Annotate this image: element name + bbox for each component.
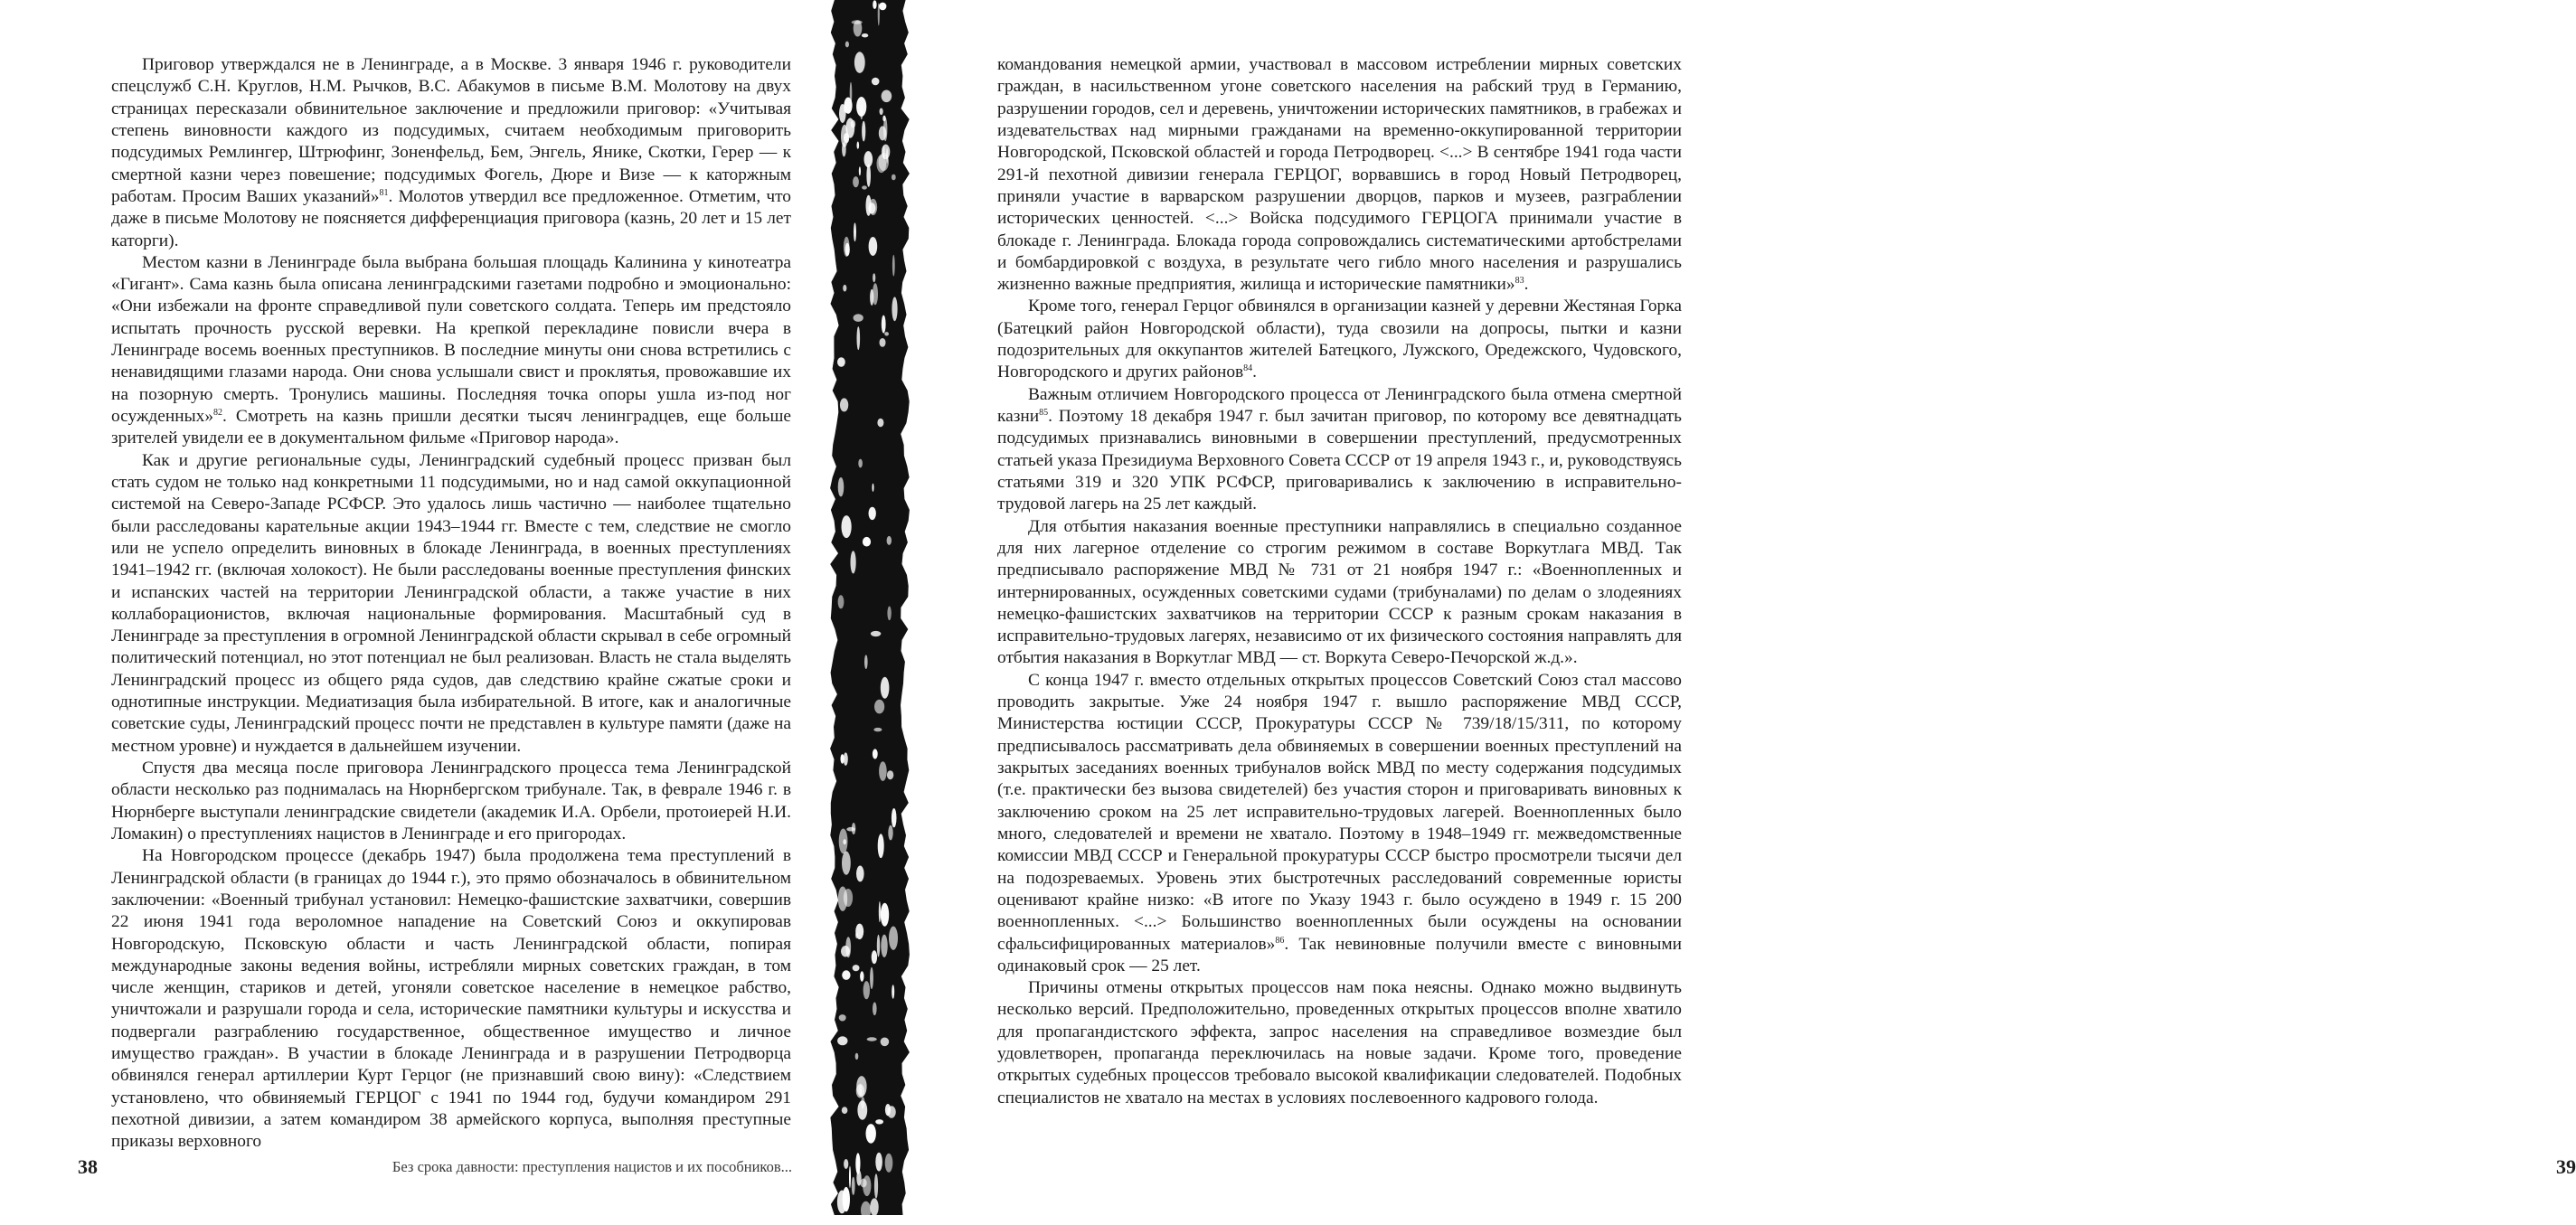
band-scratch bbox=[837, 1036, 847, 1045]
band-scratch bbox=[854, 314, 863, 322]
band-scratch bbox=[861, 1201, 871, 1220]
band-scratch bbox=[892, 174, 896, 181]
band-scratch bbox=[881, 935, 887, 957]
paragraph-r2 bbox=[997, 296, 1682, 383]
band-scratch bbox=[875, 1153, 882, 1172]
band-scratch bbox=[863, 981, 870, 999]
band-scratch bbox=[867, 1037, 877, 1041]
paragraph-text: Причины отмены открытых процессов нам пока неясны. Однако можно выдвинуть несколько версий. Предположительно, проведенных открытых процессов вполне хватило для пропагандистского эффекта, запрос населения на справедливое возмездие был удовлетворен, пропаганда переключилась на новые задачи. Кроме того, проведение открытых судебных процессов требовало высокой квалификации следователей. Подобных специалистов не хватало на местах в условиях послевоенного кадрового голода. bbox=[997, 978, 1682, 1107]
band-scratch bbox=[881, 903, 889, 927]
band-scratch bbox=[837, 357, 845, 367]
band-scratch bbox=[880, 108, 883, 116]
band-scratch bbox=[839, 1014, 846, 1021]
band-scratch bbox=[857, 326, 861, 350]
band-scratch bbox=[866, 1124, 876, 1144]
band-scratch bbox=[873, 728, 882, 731]
band-scratch bbox=[857, 142, 860, 149]
paragraph-text: . Молотов утвердил все предложенное. Отметим, что даже в письме Молотову не поясняется дифференциация приговора (казнь, 20 лет и 15 лет каторги). bbox=[111, 186, 791, 250]
footnote-ref: 81 bbox=[379, 187, 389, 198]
band-scratch bbox=[889, 927, 898, 950]
band-scratch bbox=[880, 338, 886, 347]
band-scratch bbox=[874, 700, 884, 714]
band-scratch bbox=[852, 1177, 855, 1195]
paragraph-text: . Поэтому 18 декабря 1947 г. был зачитан приговор, по которому все девятнадцать подсудимых признавались виновными в совершении преступлений, предусмотренных статьей указа Президиума Верховного Совета СССР от 19 апреля 1943 г., и, руководствуясь статьями 319 и 320 УПК РСФСР, приговаривались к заключению в исправительно-трудовой лагерь на 25 лет каждый. bbox=[997, 407, 1682, 514]
band-scratch bbox=[842, 852, 851, 875]
band-scratch bbox=[881, 677, 890, 699]
band-scratch bbox=[838, 595, 845, 608]
paragraph-l4 bbox=[111, 758, 791, 845]
footnote-ref: 83 bbox=[1514, 276, 1524, 287]
band-scratch bbox=[871, 631, 881, 636]
band-scratch bbox=[877, 419, 883, 428]
paragraph-text: . bbox=[1252, 363, 1258, 382]
paragraph-text: . Так невиновные получили вместе с виновными одинаковый срок — 25 лет. bbox=[997, 934, 1682, 975]
band-scratch bbox=[842, 1107, 848, 1114]
band-scratch bbox=[874, 1173, 878, 1199]
band-scratch bbox=[841, 754, 845, 764]
band-scratch bbox=[879, 153, 889, 171]
band-scratch bbox=[845, 42, 849, 48]
paragraph-l2 bbox=[111, 252, 791, 450]
band-scratch bbox=[875, 1119, 883, 1124]
paragraph-l5 bbox=[111, 845, 791, 1153]
band-scratch bbox=[862, 33, 868, 37]
band-scratch bbox=[873, 1003, 877, 1016]
band-scratch bbox=[860, 971, 863, 981]
band-scratch bbox=[855, 932, 858, 938]
footnote-ref: 86 bbox=[1275, 935, 1285, 946]
band-scratch bbox=[892, 255, 895, 277]
band-scratch bbox=[863, 537, 871, 547]
band-scratch bbox=[873, 283, 878, 305]
band-scratch bbox=[849, 1166, 851, 1188]
band-scratch bbox=[866, 165, 871, 187]
band-scratch bbox=[842, 515, 852, 538]
band-scratch bbox=[887, 607, 891, 621]
running-title: Без срока давности: преступления нацистов и их пособников... bbox=[392, 1158, 792, 1175]
band-scratch bbox=[878, 834, 884, 858]
page-number-right: 39 bbox=[2556, 1155, 2576, 1178]
paragraph-r5 bbox=[997, 670, 1682, 977]
paragraph-r3 bbox=[997, 384, 1682, 516]
footnote-ref: 84 bbox=[1243, 363, 1253, 374]
band-scratch bbox=[838, 477, 845, 496]
band-scratch bbox=[873, 0, 876, 9]
band-scratch bbox=[854, 52, 865, 73]
decorative-grunge-band bbox=[814, 0, 922, 1225]
band-scratch bbox=[853, 965, 860, 971]
band-scratch bbox=[892, 808, 897, 827]
band-scratch bbox=[845, 243, 850, 256]
band-scratch bbox=[856, 866, 864, 882]
paragraph-text: . Смотреть на казнь пришли десятки тысяч ленинградцев, еще больше зрителей увидели ее в документальном фильме «Приговор народа». bbox=[111, 407, 791, 448]
band-scratch bbox=[858, 459, 863, 468]
band-scratch bbox=[857, 1100, 867, 1119]
band-scratch bbox=[843, 839, 846, 844]
paragraph-text: Как и другие региональные суды, Ленинградский судебный процесс призван был стать судом не только над конкретными 11 подсудимыми, но и над самой оккупационной системой на Северо-Западе РСФСР. Это удалось лишь частично — наиболее тщательно были расследованы карательные акции 1943–1944 гг. Вместе с тем, следствие не смогло или не успело определить виновных в блокаде Ленинграда, в военных преступлениях 1941–1942 гг. (включая холокост). Не были расследованы военные преступления финских и испанских частей на территории Ленинградской области, а также участие в них коллаборационистов, включая национальные формирования. Масштабный суд в Ленинграде за преступления в огромной Ленинградской области скрывал в себе огромный политический потенциал, но этот потенциал не был реализован. Власть не стала выделять Ленинградский процесс из общего ряда судов, дав следствию крайне сжатые сроки и однотипные инструкции. Медиатизация была избирательной. В итоге, как и аналогичные советские суды, Ленинградский процесс почти не представлен в культуре памяти (даже на местном уровне) и нуждается в дальнейшем изучении. bbox=[111, 450, 791, 756]
band-scratch bbox=[884, 332, 889, 335]
page-number-left: 38 bbox=[78, 1155, 98, 1178]
band-scratch bbox=[855, 1053, 859, 1060]
band-scratch bbox=[879, 3, 886, 11]
band-scratch bbox=[838, 887, 847, 911]
band-scratch bbox=[888, 825, 892, 841]
band-scratch bbox=[870, 1198, 878, 1216]
band-scratch bbox=[854, 222, 856, 241]
band-scratch bbox=[872, 950, 877, 964]
paragraph-text: . bbox=[1524, 275, 1529, 295]
paragraph-text: командования немецкой армии, участвовал в массовом истреблении мирных советских граждан, в насильственном угоне советского населения на рабский труд в Германию, разрушении городов, сел и деревень, уничтожении исторических памятников, в грабежах и издевательствах над мирными гражданами на временно-оккупированной территории Новгородской, Псковской областей и города Петродворец. <...> В сентябре 1941 года части 291-й пехотной дивизии генерала ГЕРЦОГ, ворвавшись в город Новый Петродворец, приняли участие в варварском разрушении дворцов, парков и музеев, разграблении исторических ценностей. <...> Войска подсудимого ГЕРЦОГА принимали участие в блокаде г. Ленинграда. Блокада города сопровождались систематическими артобстрелами и бомбардировкой с воздуха, в результате чего гибло много населения и разрушались жизненно важные предприятия, жилища и исторические памятники» bbox=[997, 55, 1682, 295]
band-scratch bbox=[839, 104, 846, 123]
band-scratch bbox=[844, 1159, 848, 1169]
paragraph-r1 bbox=[997, 54, 1682, 296]
paragraph-l3 bbox=[111, 450, 791, 758]
band-scratch bbox=[892, 985, 894, 999]
paragraph-text: На Новгородском процессе (декабрь 1947) была продолжена тема преступлений в Ленинградской области (в границах до 1944 г.), это прямо обозначалось в обвинительном заключении: «Военный трибунал установил: Немецко-фашистские захватчики, совершив 22 июня 1941 года вероломное нападение на Советский Союз и оккупировав Новгородскую, Псковскую области и часть Ленинградской области, попирая международные законы ведения войны, истребляли мирных советских граждан, в том числе женщин, стариков и детей, угоняли советское население в немецкое рабство, уничтожали и разрушали города и села, исторические памятники культуры и искусства и подвергали разграблению государственное, общественное имущество и личное имущество граждан». В участии в блокаде Ленинграда и в разрушении Петродворца обвинялся генерал артиллерии Курт Герцог (не признавший свою вину): «Следствием установлено, что обвиняемый ГЕРЦОГ с 1941 по 1944 год, будучи командиром 291 пехотной дивизии, а затем командиром 38 армейского корпуса, выполняя преступные приказы верховного bbox=[111, 846, 791, 1152]
footnote-ref: 82 bbox=[213, 408, 223, 418]
band-scratch bbox=[887, 770, 893, 779]
paragraph-text: С конца 1947 г. вместо отдельных открытых процессов Советский Союз стал массово проводить закрытые. Уже 24 ноября 1947 г. вышло распоряжение МВД СССР, Министерства юстиции СССР, Прокуратуры СССР № 739/18/15/311, по которому предписывалось рассматривать дела обвиняемых в совершении военных преступлений на закрытых заседаниях военных трибуналов войск МВД по месту содержания подсудимых (т.е. практически без вызова свидетелей) без участия сторон и приговаривать виновных к заключению сроком на 25 лет исправительно-трудовых лагерей. Военнопленных было много, следователей и времени не хватало. Поэтому в 1948–1949 гг. межведомственные комиссии МВД СССР и Генеральной прокуратуры СССР быстро просмотрели тысячи дел на подозреваемых. Уровень этих быстротечных расследований современные юристы оценивают крайне низко: «В итоге по Указу 1943 г. было осуждено в 1949 г. 15 200 военнопленных. <...> Большинство военнопленных были осуждены на основании сфальсифицированных материалов» bbox=[997, 670, 1682, 954]
band-scratch bbox=[863, 1175, 871, 1196]
band-scratch bbox=[869, 507, 876, 520]
band-scratch bbox=[869, 199, 877, 215]
band-scratch bbox=[879, 901, 881, 922]
band-scratch bbox=[853, 176, 859, 187]
band-scratch bbox=[887, 1106, 896, 1118]
paragraph-l1 bbox=[111, 54, 791, 252]
band-scratch bbox=[873, 484, 874, 492]
band-scratch bbox=[887, 536, 892, 545]
footnote-ref: 85 bbox=[1039, 408, 1049, 418]
band-scratch bbox=[840, 398, 848, 411]
band-scratch bbox=[843, 285, 846, 292]
band-scratch bbox=[869, 237, 878, 256]
paragraph-text: Кроме того, генерал Герцог обвинялся в организации казней у деревни Жестяная Горка (Батецкий район Новгородской области), туда свозили на допросы, пытки и казни подозрительных для оккупантов жителей Батецкого, Лужского, Оредежского, Чудовского, Новгородского и других районов bbox=[997, 297, 1682, 382]
band-scratch bbox=[841, 946, 850, 956]
band-scratch bbox=[877, 935, 880, 957]
paragraph-text: Спустя два месяца после приговора Ленинградского процесса тема Ленинградской области несколько раз поднималась на Нюрнбергском трибунале. Так, в феврале 1946 г. в Нюрнберге выступали ленинградские свидетели (академик И.А. Орбели, протоиерей Н.И. Ломакин) о преступлениях нацистов в Ленинграде и его пригородах. bbox=[111, 759, 791, 843]
band-scratch bbox=[862, 185, 867, 189]
band-scratch bbox=[864, 655, 868, 669]
band-scratch bbox=[841, 125, 848, 147]
paragraph-r6 bbox=[997, 977, 1682, 1109]
band-scratch bbox=[872, 78, 880, 86]
band-scratch bbox=[855, 1153, 860, 1174]
paragraph-r4 bbox=[997, 516, 1682, 670]
band-scratch bbox=[885, 1154, 893, 1173]
band-scratch bbox=[879, 126, 887, 140]
right-page-body bbox=[997, 54, 1682, 1109]
paragraph-text: Для отбытия наказания военные преступники направлялись в специально созданное для них лагерное отделение со строгим режимом в составе Воркутлага МВД. Так предписывало распоряжение МВД № 731 от 21 ноября 1947 г.: «Военнопленных и интернированных, осужденных советскими судами (трибуналами) по делам о злодеяниях немецко-фашистских захватчиков на территории СССР к разным срокам наказания в исправительно-трудовых лагерях, независимо от их физического состояния направлять для отбытия наказания в Воркутлаг МВД — ст. Воркута Северо-Печорской ж.д.». bbox=[997, 516, 1682, 668]
band-scratch bbox=[850, 82, 853, 105]
right-page bbox=[918, 0, 2576, 1225]
band-scratch bbox=[873, 273, 875, 282]
band-scratch bbox=[870, 967, 873, 989]
paragraph-text: Местом казни в Ленинграде была выбрана большая площадь Калинина у кинотеатра «Гигант». Сама казнь была описана ленинградскими газетами подробно и эмоционально: «Они избежали на фронте справедливой пули советского солдата. Теперь им предстояло испытать прочность русской веревки. На крепкой перекладине повисли вчера в Ленинграде восемь военных преступников. В последние минуты они снова встретились с ненавидящими глазами народа. Они снова услышали свист и проклятья, провожавшие их на позорную смерть. Тронулись машины. Последняя точка опоры ушла из-под ног осужденных» bbox=[111, 252, 791, 426]
band-scratch bbox=[852, 823, 855, 834]
band-scratch bbox=[882, 316, 886, 334]
band-scratch bbox=[842, 970, 850, 980]
band-scratch bbox=[854, 20, 863, 36]
band-scratch bbox=[860, 1083, 863, 1096]
band-scratch bbox=[859, 166, 861, 175]
paragraph-text: Важным отличием Новгородского процесса от Ленинградского была отмена смертной казни bbox=[997, 384, 1682, 426]
band-scratch bbox=[878, 3, 880, 25]
band-scratch bbox=[851, 551, 856, 573]
band-scratch bbox=[892, 297, 897, 321]
band-scratch bbox=[837, 1191, 847, 1214]
band-scratch bbox=[873, 749, 878, 759]
band-scratch bbox=[860, 105, 863, 119]
left-page-body bbox=[111, 54, 791, 1154]
band-scratch bbox=[882, 90, 892, 103]
band-scratch bbox=[881, 1038, 890, 1047]
left-page bbox=[0, 0, 818, 1225]
paragraph-text: Приговор утверждался не в Ленинграде, а в Москве. 3 января 1946 г. руководители спецслужб С.Н. Круглов, Н.М. Рычков, В.С. Абакумов в письме В.М. Молотову на двух страницах пересказали обвинительное заключение и предложили приговор: «Учитывая степень виновности каждого из подсудимых, считаем необходимым приговорить подсудимых Ремлингер, Штрюфинг, Зоненфельд, Бем, Энгель, Янике, Скотки, Герер — к смертной казни через повешение; подсудимых Фогель, Дюре и Визе — к каторжным работам. Просим Ваших указаний» bbox=[111, 55, 791, 206]
band-scratch bbox=[862, 121, 865, 142]
band-scratch bbox=[879, 761, 887, 781]
